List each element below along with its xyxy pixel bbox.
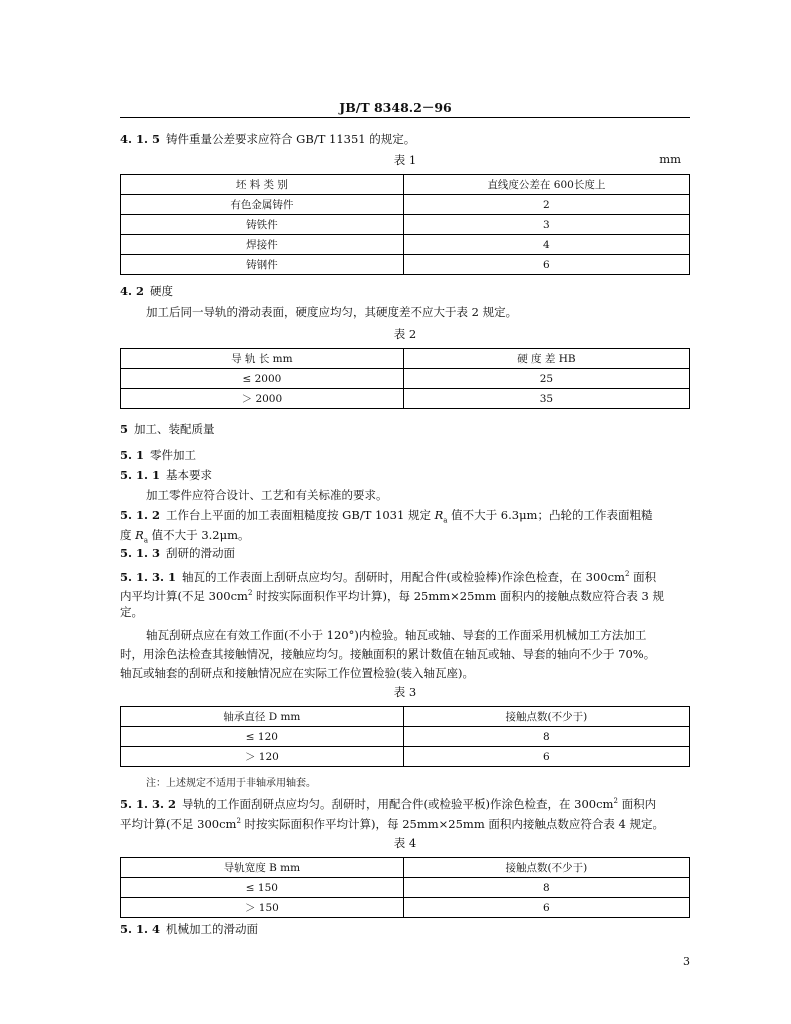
table-row <box>121 195 690 215</box>
clause-4-2-text: 加工后同一导轨的滑动表面，硬度应均匀，其硬度差不应大于表 2 规定。 <box>146 305 518 319</box>
clause-text: 时按实际面积作平均计算)，每 25mm×25mm 面积内的接触点数应符合表 3 规 <box>252 588 665 603</box>
clause-4-2 <box>120 283 690 299</box>
table-header-cell: 坯 料 类 别 <box>121 175 404 195</box>
header-rule <box>120 117 690 118</box>
superscript: 2 <box>613 797 618 805</box>
clause-5-1-3-1-para2-line2: 时，用涂色法检查其接触情况，接触应均匀。接触面积的累计数值在轴瓦或轴、导套的轴向不少于 70%。 <box>120 647 656 661</box>
clause-5-1-3-2 <box>120 793 690 812</box>
clause-text: 度 <box>120 528 136 542</box>
section-title: 加工、装配质量 <box>134 422 215 436</box>
clause-text: 面积内 <box>617 796 657 811</box>
clause-4-1-5 <box>120 131 690 147</box>
table-row <box>121 255 690 275</box>
table-cell: 6 <box>403 255 689 275</box>
table-3 <box>120 706 690 767</box>
table-header-cell: 导 轨 长 mm <box>121 349 404 369</box>
table-4 <box>120 857 690 918</box>
roughness-symbol: R <box>135 528 144 542</box>
table2-caption: 表 2 <box>393 327 417 341</box>
table-cell: 25 <box>403 369 689 389</box>
clause-number: 5. 1. 1 <box>120 468 161 482</box>
table-cell: 2 <box>403 195 689 215</box>
roughness-symbol: R <box>434 508 444 522</box>
superscript: 2 <box>247 589 253 597</box>
clause-text: 时按实际面积作平均计算)，每 25mm×25mm 面积内接触点数应符合表 4 规定。 <box>240 816 665 831</box>
table-cell: 焊接件 <box>121 235 404 255</box>
table-cell: 35 <box>403 389 689 409</box>
table-header-row <box>121 175 690 195</box>
clause-number: 4. 1. 5 <box>120 132 161 146</box>
table-cell: 6 <box>403 747 689 767</box>
clause-text: 导轨的工作面刮研点应均匀。刮研时，用配合件(或检验平板)作涂色检查，在 300cm <box>182 796 614 811</box>
clause-title: 基本要求 <box>166 468 213 482</box>
section-5 <box>120 421 690 437</box>
table-row <box>121 898 690 918</box>
clause-number: 5. 1. 2 <box>120 508 161 522</box>
table-row <box>121 215 690 235</box>
table-cell: ＞ 120 <box>121 747 404 767</box>
clause-text: 面积 <box>629 569 657 584</box>
table-cell: ＞ 2000 <box>121 389 404 409</box>
clause-title: 零件加工 <box>150 448 197 462</box>
table-1 <box>120 174 690 275</box>
table-cell: 6 <box>403 898 689 918</box>
table-2 <box>120 348 690 409</box>
clause-5-1-4 <box>120 921 690 937</box>
table1-caption: 表 1 <box>393 153 417 167</box>
table-header-cell: 直线度公差在 600长度上 <box>403 175 689 195</box>
clause-title: 机械加工的滑动面 <box>166 922 259 936</box>
table3-caption: 表 3 <box>393 685 417 699</box>
table4-caption: 表 4 <box>393 836 417 850</box>
table-row <box>121 235 690 255</box>
table-header-cell: 接触点数(不少于) <box>403 858 689 878</box>
clause-5-1-3 <box>120 545 690 561</box>
table-header-row <box>121 349 690 369</box>
superscript: 2 <box>624 570 630 578</box>
table-cell: 3 <box>403 215 689 235</box>
table-cell: 铸铁件 <box>121 215 404 235</box>
clause-5-1-3-1-para2-line1: 轴瓦刮研点应在有效工作面(不小于 120°)内检验。轴瓦或轴、导套的工作面采用机械加工方法加工 <box>146 628 647 642</box>
table-row <box>121 878 690 898</box>
table-cell: 铸钢件 <box>121 255 404 275</box>
table1-unit: mm <box>659 152 681 166</box>
roughness-subscript: a <box>443 516 448 525</box>
section-number: 5 <box>120 422 129 436</box>
clause-5-1-3-2-line2 <box>120 813 690 832</box>
table-cell: ＞ 150 <box>121 898 404 918</box>
document-header: JB/T 8348.2－96 <box>339 100 452 115</box>
table-header-cell: 接触点数(不少于) <box>403 707 689 727</box>
clause-title: 硬度 <box>150 284 174 298</box>
clause-number: 5. 1. 4 <box>120 922 161 936</box>
table-cell: ≤ 150 <box>121 878 404 898</box>
table3-note: 注：上述规定不适用于非轴承用轴套。 <box>146 778 316 789</box>
clause-5-1-3-1-line2 <box>120 585 690 604</box>
clause-5-1 <box>120 447 690 463</box>
clause-text: 轴瓦的工作表面上刮研点应均匀。刮研时，用配合件(或检验棒)作涂色检查，在 300cm <box>182 569 625 584</box>
table-cell: 4 <box>403 235 689 255</box>
clause-5-1-3-1 <box>120 566 690 585</box>
clause-5-1-3-1-line3: 定。 <box>120 605 143 619</box>
table-header-row <box>121 858 690 878</box>
clause-5-1-1-text: 加工零件应符合设计、工艺和有关标准的要求。 <box>146 488 388 502</box>
table-row <box>121 389 690 409</box>
table-row <box>121 747 690 767</box>
page-number: 3 <box>683 955 690 968</box>
table-header-cell: 导轨宽度 B mm <box>121 858 404 878</box>
table-header-row <box>121 707 690 727</box>
table-row <box>121 727 690 747</box>
clause-text: 值不大于 3.2μm。 <box>148 528 250 542</box>
clause-number: 5. 1. 3 <box>120 546 161 560</box>
table-cell: 8 <box>403 878 689 898</box>
clause-5-1-2 <box>120 507 690 528</box>
table-cell: ≤ 120 <box>121 727 404 747</box>
clause-text: 内平均计算(不足 300cm <box>120 588 248 603</box>
clause-number: 5. 1 <box>120 448 145 462</box>
table-cell: 8 <box>403 727 689 747</box>
clause-text: 工作台上平面的加工表面粗糙度按 GB/T 1031 规定 <box>166 508 435 522</box>
clause-5-1-3-1-para2-line3: 轴瓦或轴套的刮研点和接触情况应在实际工作位置检验(装入轴瓦座)。 <box>120 666 474 680</box>
table-row <box>121 369 690 389</box>
clause-text: 平均计算(不足 300cm <box>120 816 237 831</box>
clause-title: 刮研的滑动面 <box>166 546 236 560</box>
table-cell: ≤ 2000 <box>121 369 404 389</box>
superscript: 2 <box>236 817 241 825</box>
roughness-subscript: a <box>143 536 149 545</box>
table-header-cell: 轴承直径 D mm <box>121 707 404 727</box>
table-cell: 有色金属铸件 <box>121 195 404 215</box>
clause-number: 5. 1. 3. 2 <box>120 796 177 811</box>
table-header-cell: 硬 度 差 HB <box>403 349 689 369</box>
clause-number: 4. 2 <box>120 284 145 298</box>
clause-text: 铸件重量公差要求应符合 GB/T 11351 的规定。 <box>166 132 416 146</box>
clause-text: 值不大于 6.3μm；凸轮的工作表面粗糙 <box>447 508 653 522</box>
clause-number: 5. 1. 3. 1 <box>120 569 177 584</box>
clause-5-1-1 <box>120 467 690 483</box>
